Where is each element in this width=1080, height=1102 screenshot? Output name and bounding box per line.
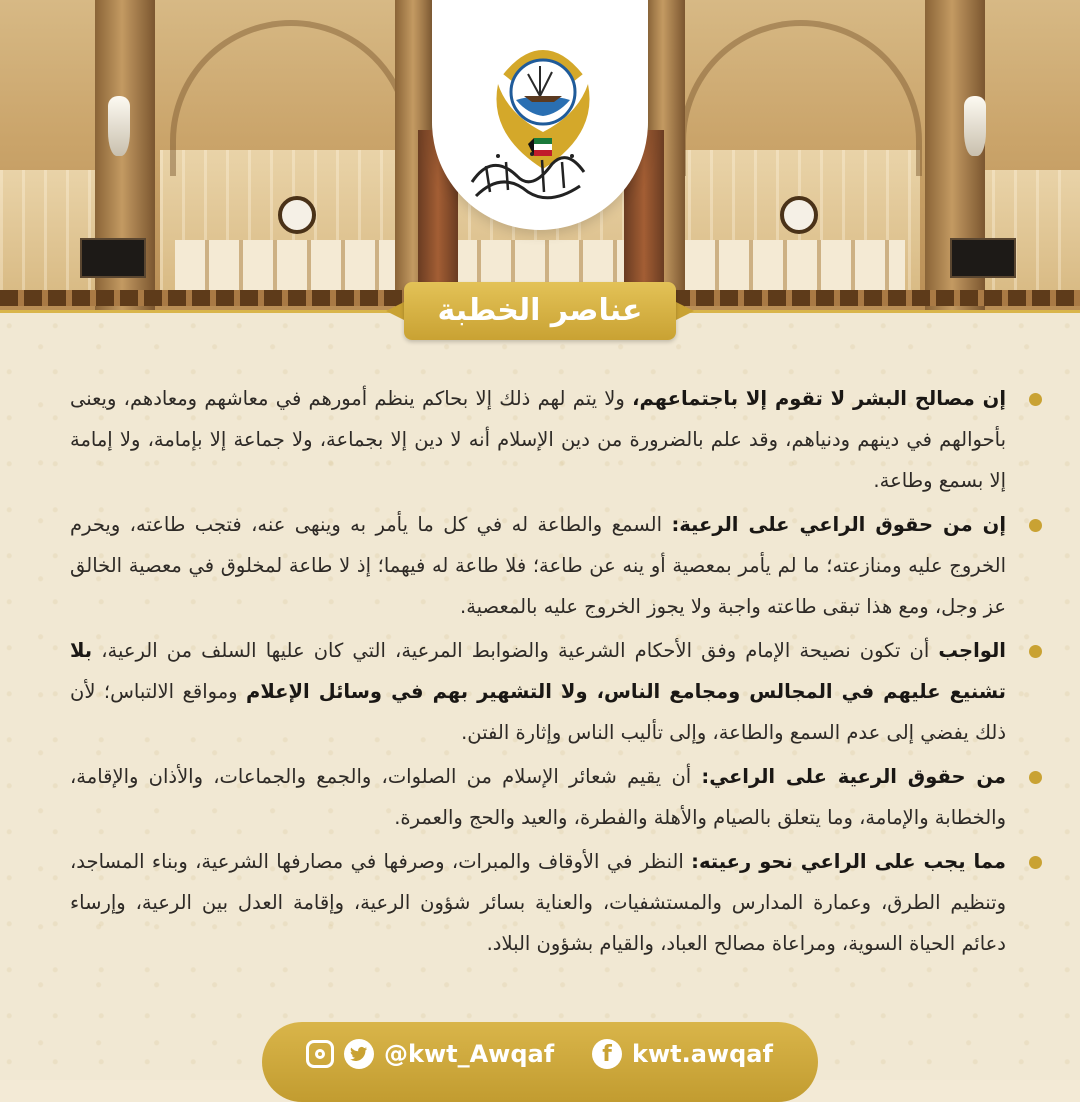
bullet-icon	[1029, 856, 1042, 869]
facebook-icon[interactable]: f	[592, 1039, 622, 1069]
facebook-handle[interactable]: kwt.awqaf	[632, 1040, 773, 1068]
arch	[680, 20, 922, 176]
list-item	[70, 630, 1006, 753]
point-text: ومواقع الالتباس؛ لأن ذلك يفضي إلى عدم السمع والطاعة، وإلى تأليب الناس وإثارة الفتن.	[70, 680, 1006, 744]
list-item	[70, 378, 1006, 501]
social-handle-group-right[interactable]	[592, 1036, 773, 1072]
point-heading: الواجب	[938, 639, 1006, 662]
list-item	[70, 841, 1006, 964]
point-heading: من حقوق الرعية على الراعي:	[701, 765, 1006, 788]
chandelier	[964, 96, 986, 156]
ministry-calligraphy-logo	[462, 142, 592, 208]
point-text: أن يقيم شعائر الإسلام من الصلوات، والجمع والجماعات، والأذان والإقامة، والخطابة والإمامة، وما يتعلق بالصيام والأهلة والفطرة، والعيد والحج والعمرة.	[70, 765, 1006, 829]
point-heading: مما يجب على الراعي نحو رعيته:	[691, 850, 1006, 873]
display-screen	[950, 238, 1016, 278]
list-item	[70, 504, 1006, 627]
chandelier	[108, 96, 130, 156]
clock-icon	[278, 196, 316, 234]
social-handle-group-left[interactable]	[306, 1036, 554, 1072]
clock-icon	[780, 196, 818, 234]
bullet-icon	[1029, 519, 1042, 532]
bullet-icon	[1029, 771, 1042, 784]
display-screen	[80, 238, 146, 278]
point-text: النظر في الأوقاف والمبرات، وصرفها في مصارفها الشرعية، وبناء المساجد، وتنظيم الطرق، وعمارة المدارس والمستشفيات، والعناية بسائر شؤون الرعية، وإقامة العدل بين الرعية، وإرساء دعائم الحياة السوية، ومراعاة مصالح العباد، والقيام بشؤون البلاد.	[70, 850, 1006, 955]
point-text: السمع والطاعة له في كل ما يأمر به وينهى عنه، فتجب طاعته، ويحرم الخروج عليه ومنازعته؛ ما لم يأمر بمعصية أو ينه عن طاعة؛ فلا طاعة له فيهما؛ إذ لا طاعة لمخلوق في معصية الخالق عز وجل، ومع هذا تبقى طاعته واجبة ولا يجوز الخروج عليه بالمعصية.	[70, 513, 1006, 618]
list-item	[70, 756, 1006, 838]
point-heading: إن من حقوق الراعي على الرعية:	[671, 513, 1007, 536]
point-emphasis: بلا تشنيع عليهم في المجالس ومجامع الناس، ولا التشهير بهم في وسائل الإعلام	[70, 639, 1006, 703]
arch	[170, 20, 412, 176]
point-text: ولا يتم لهم ذلك إلا بحاكم ينظم أمورهم في معاشهم ومعادهم، ويعنى بأحوالهم في دينهم ودنياهم، وقد علم بالضرورة من دين الإسلام أنه لا دين إلا بجماعة، ولا جماعة إلا بإمامة، ولا إمامة إلا بسمع وطاعة.	[70, 387, 1006, 492]
page-title: عناصر الخطبة	[404, 282, 676, 340]
instagram-icon[interactable]	[306, 1040, 334, 1068]
bullet-icon	[1029, 645, 1042, 658]
bullet-icon	[1029, 393, 1042, 406]
twitter-instagram-handle[interactable]: @kwt_Awqaf	[384, 1040, 555, 1068]
sermon-points-list	[70, 378, 1006, 967]
twitter-icon[interactable]	[344, 1039, 374, 1069]
point-heading: إن مصالح البشر لا تقوم إلا باجتماعهم،	[632, 387, 1006, 410]
point-text: أن تكون نصيحة الإمام وفق الأحكام الشرعية والضوابط المرعية، التي كان عليها السلف من الرعية،	[92, 639, 939, 662]
